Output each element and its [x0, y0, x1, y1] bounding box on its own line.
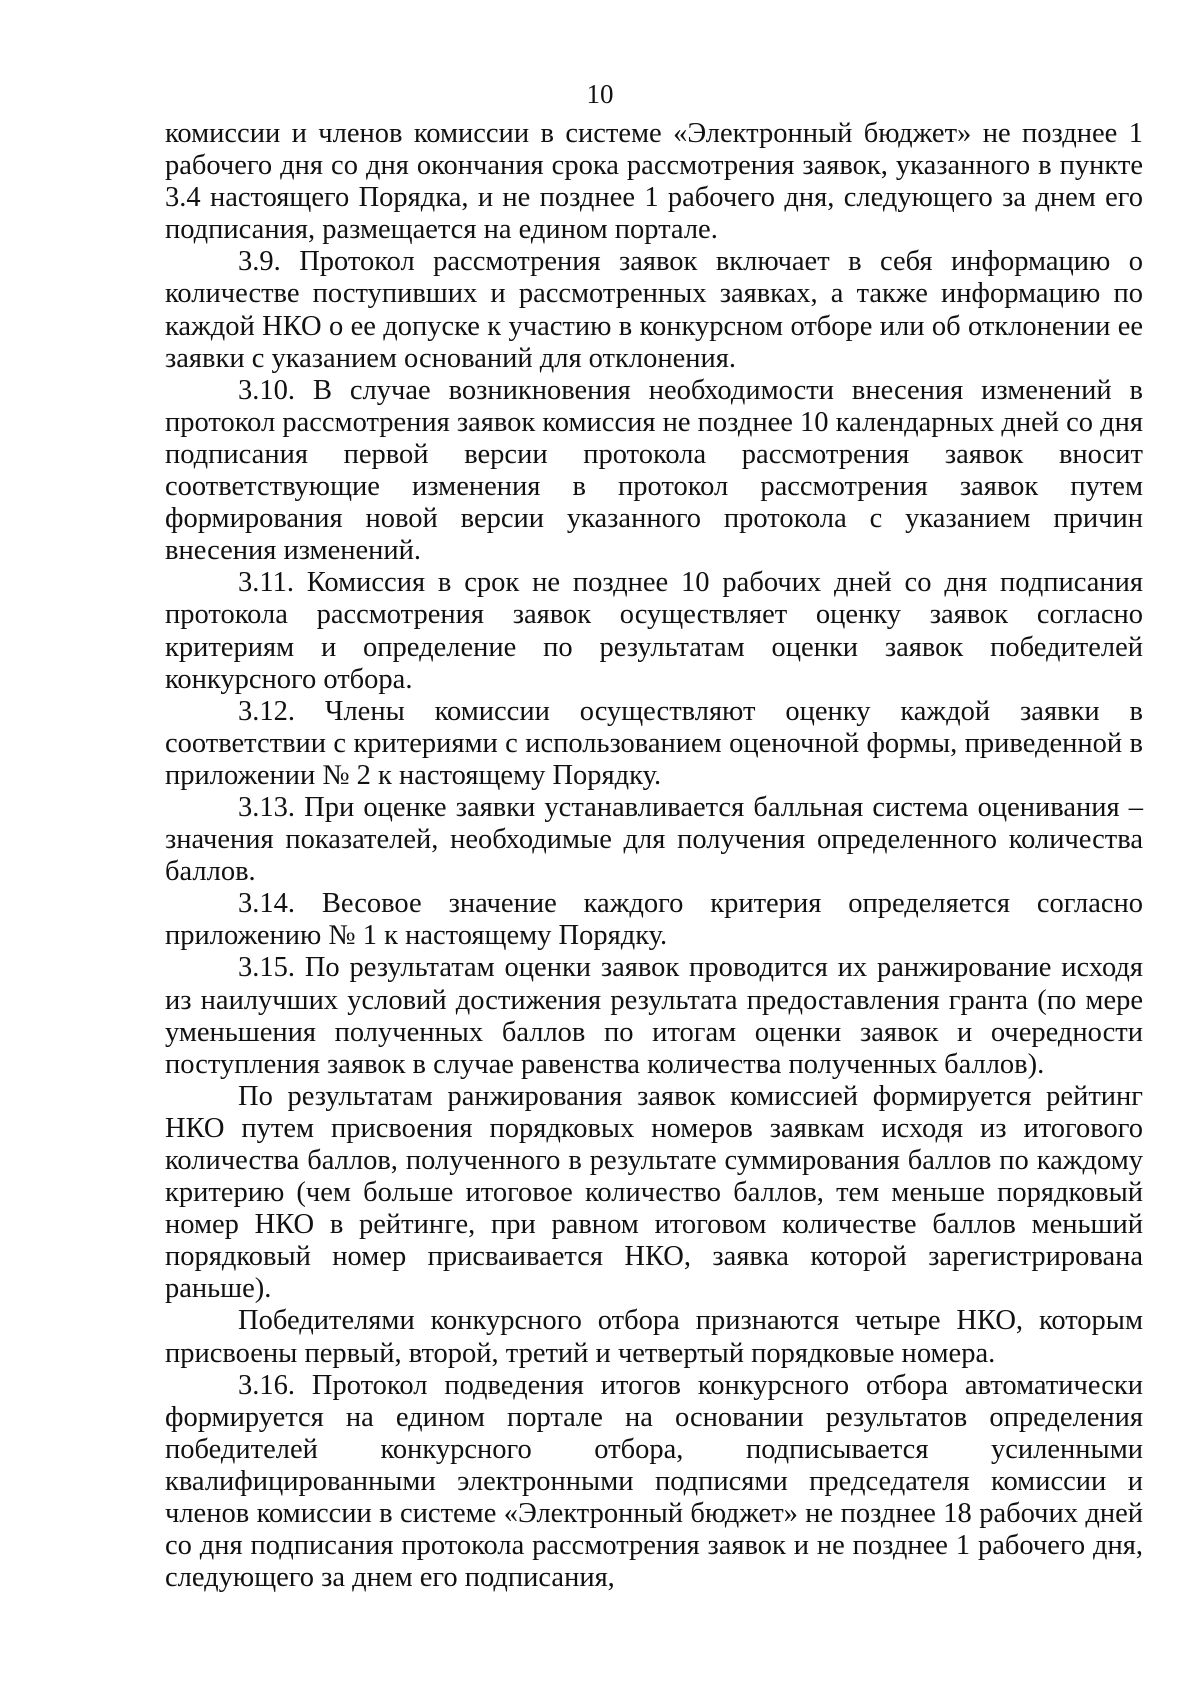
paragraph-3-10: 3.10. В случае возникновения необходимости внесения изменений в протокол рассмотрения заявок комиссия не позднее 10 календарных дней со дня подписания первой версии протокола рассмотрения заявок вносит соответствующие изменения в протокол рассмотрения заявок путем формирования новой версии указанного протокола с указанием причин внесения изменений.: [165, 374, 1143, 567]
paragraph-3-14: 3.14. Весовое значение каждого критерия определяется согласно приложению № 1 к настоящему Порядку.: [165, 888, 1143, 952]
paragraph-3-15: 3.15. По результатам оценки заявок проводится их ранжирование исходя из наилучших условий достижения результата предоставления гранта (по мере уменьшения полученных баллов по итогам оценки заявок и очередности поступления заявок в случае равенства количества полученных баллов).: [165, 952, 1143, 1080]
page-number: 10: [586, 79, 614, 109]
paragraph-3-12: 3.12. Члены комиссии осуществляют оценку каждой заявки в соответствии с критериями с использованием оценочной формы, приведенной в приложении № 2 к настоящему Порядку.: [165, 695, 1143, 791]
paragraph-3-16: 3.16. Протокол подведения итогов конкурсного отбора автоматически формируется на едином портале на основании результатов определения победителей конкурсного отбора, подписывается усиленными квалифицированными электронными подписями председателя комиссии и членов комиссии в системе «Электронный бюджет» не позднее 18 рабочих дней со дня подписания протокола рассмотрения заявок и не позднее 1 рабочего дня, следующего за днем его подписания,: [165, 1369, 1143, 1594]
paragraph-3-13: 3.13. При оценке заявки устанавливается балльная система оценивания – значения показателей, необходимые для получения определенного количества баллов.: [165, 791, 1143, 888]
paragraph-ranking: По результатам ранжирования заявок комиссией формируется рейтинг НКО путем присвоения порядковых номеров заявкам исходя из итогового количества баллов, полученного в результате суммирования баллов по каждому критерию (чем больше итоговое количество баллов, тем меньше порядковый номер НКО в рейтинге, при равном итоговом количестве баллов меньший порядковый номер присваивается НКО, заявка которой зарегистрирована раньше).: [165, 1080, 1143, 1305]
paragraph-3-9: 3.9. Протокол рассмотрения заявок включает в себя информацию о количестве поступивших и рассмотренных заявках, а также информацию по каждой НКО о ее допуске к участию в конкурсном отборе или об отклонении ее заявки с указанием оснований для отклонения.: [165, 246, 1143, 374]
paragraph-winners: Победителями конкурсного отбора признаются четыре НКО, которым присвоены первый, второй, третий и четвертый порядковые номера.: [165, 1305, 1143, 1369]
paragraph-3-11: 3.11. Комиссия в срок не позднее 10 рабочих дней со дня подписания протокола рассмотрения заявок осуществляет оценку заявок согласно критериям и определение по результатам оценки заявок победителей конкурсного отбора.: [165, 567, 1143, 695]
paragraph-continuation: комиссии и членов комиссии в системе «Электронный бюджет» не позднее 1 рабочего дня со дня окончания срока рассмотрения заявок, указанного в пункте 3.4 настоящего Порядка, и не позднее 1 рабочего дня, следующего за днем его подписания, размещается на едином портале.: [165, 118, 1143, 246]
body-text: [165, 118, 1143, 1594]
